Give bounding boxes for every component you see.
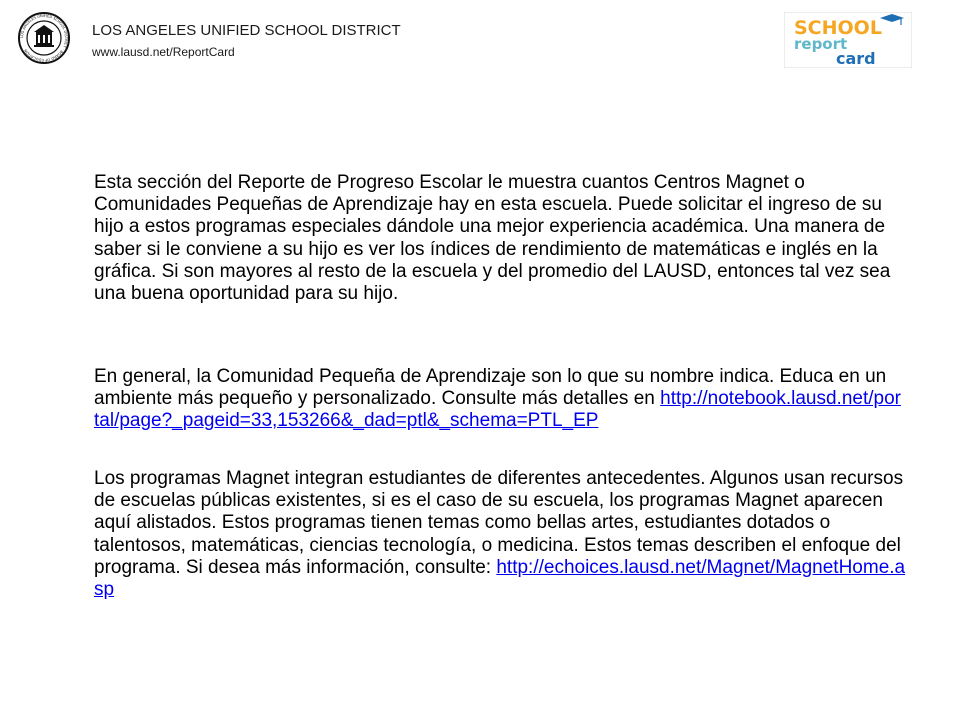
lausd-seal-logo — [18, 12, 70, 64]
paragraph-small-learning-communities — [94, 366, 906, 433]
slc-link[interactable]: http://notebook.lausd.net/portal/page?_pageid=33,153266&_dad=ptl&_schema=PTL_EP — [94, 388, 901, 432]
report-card-url[interactable]: www.lausd.net/ReportCard — [92, 45, 235, 59]
district-name: LOS ANGELES UNIFIED SCHOOL DISTRICT — [92, 22, 401, 39]
paragraph-intro: Esta sección del Reporte de Progreso Escolar le muestra cuantos Centros Magnet o Comunidades Pequeñas de Aprendizaje hay en esta escuela. Puede solicitar el ingreso de su hijo a estos programas especiales dándole una mejor experiencia académica. Una manera de saber si le conviene a su hijo es ver los índices de rendimiento de matemáticas e inglés en la gráfica. Si son mayores al resto de la escuela y del promedio del LAUSD, entonces tal vez sea una buena oportunidad para su hijo. — [94, 172, 891, 305]
logo-line-school: SCHOOL — [794, 17, 882, 39]
slc-text: En general, la Comunidad Pequeña de Aprendizaje son lo que su nombre indica. Educa en un ambiente más pequeño y personalizado. Consulte más detalles en — [94, 366, 887, 410]
logo-line-card: card — [836, 49, 876, 68]
magnet-text: Los programas Magnet integran estudiantes de diferentes antecedentes. Algunos usan recursos de escuelas públicas existentes, si es el caso de su escuela, los programas Magnet aparecen aquí alistados. Estos programas tienen temas como bellas artes, estudiantes dotados o talentosos, matemáticas, ciencias tecnología, o medicina. Estos temas describen el enfoque del programa. Si desea más información, consulte: — [94, 468, 904, 578]
paragraph-magnet-programs — [94, 468, 906, 601]
school-report-card-logo — [784, 12, 912, 68]
magnet-link[interactable]: http://echoices.lausd.net/Magnet/MagnetHome.asp — [94, 556, 906, 601]
logo-line-report: report — [794, 35, 848, 53]
seal-text: LOS ANGELES UNIFIED SCHOOL DISTRICT · BOARD OF EDUCATION — [19, 13, 69, 63]
